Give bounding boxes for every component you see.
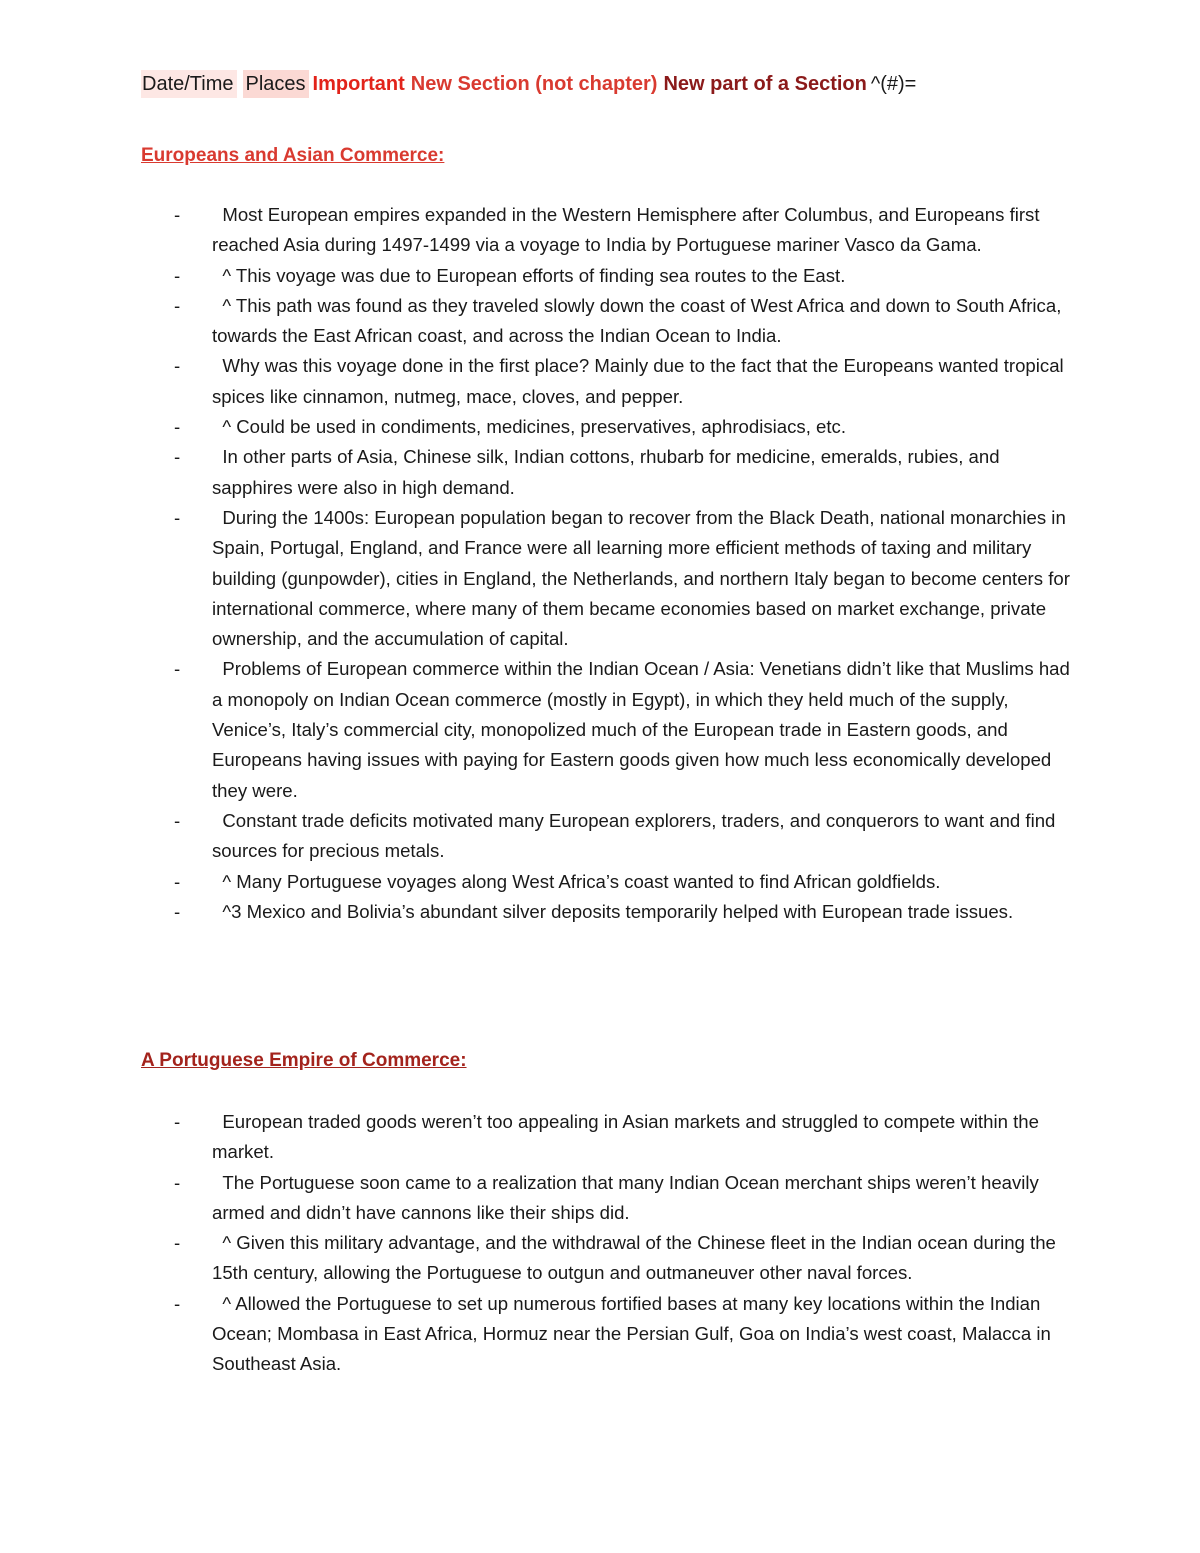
list-item-text: ^ Could be used in condiments, medicines, preservatives, aphrodisiacs, etc.: [212, 416, 847, 438]
list-item: [0, 291, 1200, 352]
list-item-text: In other parts of Asia, Chinese silk, Indian cottons, rhubarb for medicine, emeralds, rubies, and sapphires were also in high demand.: [212, 446, 1005, 498]
list-item: [0, 200, 1200, 261]
list-item-text: ^ Given this military advantage, and the withdrawal of the Chinese fleet in the Indian ocean during the 15th century, allowing the Portuguese to outgun and outmaneuver other naval forces.: [212, 1232, 1062, 1284]
bullet-dash: -: [174, 658, 181, 680]
legend-new-section: New Section (not chapter): [410, 73, 658, 95]
bullet-dash: -: [174, 1111, 181, 1132]
list-item-text: European traded goods weren’t too appealing in Asian markets and struggled to compete within the market.: [212, 1111, 1045, 1163]
list-item: [0, 412, 1200, 442]
bullet-dash: -: [174, 506, 181, 528]
list-item-text: Problems of European commerce within the Indian Ocean / Asia: Venetians didn’t like that Muslims had a monopoly on Indian Ocean commerce (mostly in Egypt), in which they held much of the supply, Venice’s, Italy’s commercial city, monopolized much of the European trade in Eastern goods, and Europeans having issues with paying for Eastern goods given how much less economically developed they were.: [212, 658, 1076, 801]
bullet-dash: -: [174, 446, 181, 468]
list-item: [0, 1228, 1200, 1289]
list-item: [0, 351, 1200, 412]
bullet-dash: -: [174, 1232, 181, 1254]
list-item: [0, 654, 1200, 805]
list-item-text: Why was this voyage done in the first place? Mainly due to the fact that the Europeans wanted tropical spices like cinnamon, nutmeg, mace, cloves, and pepper.: [212, 355, 1069, 407]
list-item-text: During the 1400s: European population began to recover from the Black Death, national monarchies in Spain, Portugal, England, and France were all learning more efficient methods of taxing and military building (gunpowder), cities in England, the Netherlands, and northern Italy began to become centers for international commerce, where many of them became economies based on market exchange, private ownership, and the accumulation of capital.: [212, 506, 1076, 650]
list-item: [0, 867, 1200, 897]
bullet-dash: -: [174, 1171, 181, 1193]
list-item: [0, 442, 1200, 503]
bullet-dash: -: [174, 900, 181, 922]
list-item-text: ^ Many Portuguese voyages along West Africa’s coast wanted to find African goldfields.: [212, 870, 941, 892]
notes-list-portuguese-empire: [0, 1107, 1200, 1380]
bullet-dash: -: [174, 355, 181, 377]
notes-list-europeans-asian-commerce: [0, 200, 1200, 927]
list-item: [0, 1168, 1200, 1229]
section-heading-europeans-asian-commerce: Europeans and Asian Commerce:: [141, 145, 445, 166]
bullet-dash: -: [174, 204, 181, 225]
bullet-dash: -: [174, 809, 181, 831]
legend-date-time: Date/Time: [141, 70, 237, 98]
color-legend: [141, 70, 916, 98]
bullet-dash: -: [174, 294, 181, 316]
legend-symbols: ^(#)=: [870, 73, 917, 95]
list-item-text: Constant trade deficits motivated many European explorers, traders, and conquerors to want and find sources for precious metals.: [212, 809, 1061, 862]
section-heading-portuguese-empire: A Portuguese Empire of Commerce:: [141, 1050, 467, 1071]
list-item: [0, 897, 1200, 927]
list-item: [0, 503, 1200, 654]
list-item-text: ^ Allowed the Portuguese to set up numerous fortified bases at many key locations within the Indian Ocean; Mombasa in East Africa, Hormuz near the Persian Gulf, Goa on India’s west coast, Malacca in Southeast Asia.: [212, 1292, 1057, 1375]
bullet-dash: -: [174, 870, 181, 892]
legend-new-part: New part of a Section: [663, 73, 867, 95]
bullet-dash: -: [174, 416, 181, 438]
list-item: [0, 806, 1200, 867]
list-item: [0, 1289, 1200, 1380]
list-item: [0, 261, 1200, 291]
legend-important: Important: [312, 73, 405, 95]
list-item-text: Most European empires expanded in the Western Hemisphere after Columbus, and Europeans first reached Asia during 1497-1499 via a voyage to India by Portuguese mariner Vasco da Gama.: [212, 204, 1045, 256]
list-item-text: ^3 Mexico and Bolivia’s abundant silver deposits temporarily helped with European trade issues.: [212, 900, 1014, 922]
legend-places: Places: [243, 70, 309, 98]
bullet-dash: -: [174, 264, 181, 286]
bullet-dash: -: [174, 1292, 181, 1314]
list-item-text: The Portuguese soon came to a realization that many Indian Ocean merchant ships weren’t heavily armed and didn’t have cannons like their ships did.: [212, 1171, 1045, 1223]
list-item-text: ^ This voyage was due to European efforts of finding sea routes to the East.: [212, 264, 846, 286]
list-item-text: ^ This path was found as they traveled slowly down the coast of West Africa and down to South Africa, towards the East African coast, and across the Indian Ocean to India.: [212, 294, 1067, 347]
list-item: [0, 1107, 1200, 1168]
